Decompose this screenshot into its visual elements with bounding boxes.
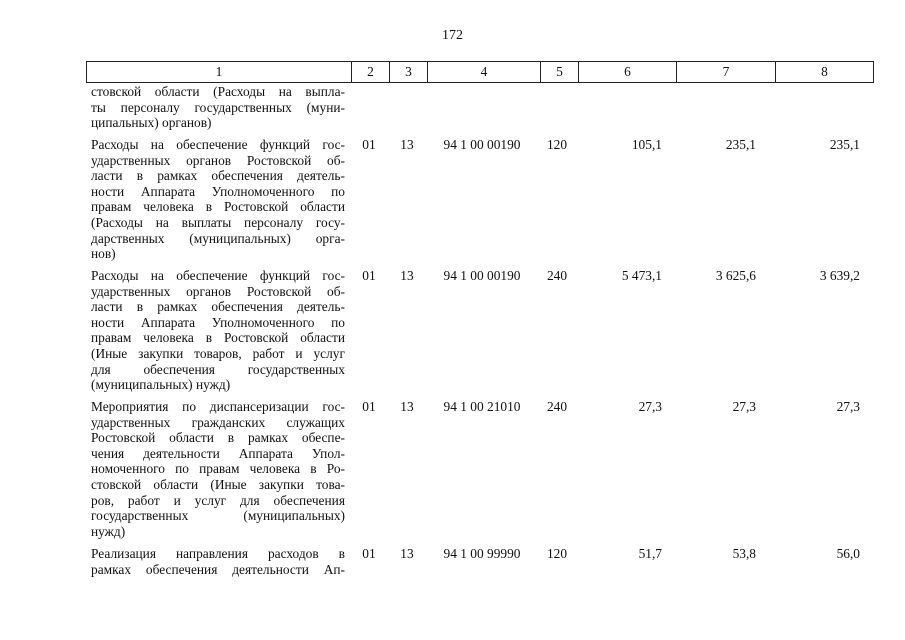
target-article-code: 94 1 00 99990 (443, 546, 521, 561)
description-line: (Иные закупки товаров, работ и услуг (91, 345, 345, 361)
target-article-code: 94 1 00 00190 (443, 137, 521, 152)
description-line: нужд) (91, 523, 126, 539)
subsection-code: 13 (400, 399, 414, 414)
row-description (91, 84, 345, 131)
header-col-7: 7 (677, 62, 776, 83)
header-col-1: 1 (87, 62, 352, 83)
description-line: Расходы на обеспечение функций гос- (91, 137, 345, 152)
description-line: рамках обеспечения деятельности Ап- (91, 561, 345, 577)
expense-type-code: 240 (546, 268, 568, 283)
row-description (91, 137, 345, 262)
section-code: 01 (362, 137, 376, 152)
expense-type-code: 120 (546, 137, 568, 152)
description-line: ласти в рамках обеспечения деятель- (91, 299, 345, 315)
header-row (87, 62, 874, 83)
section-code: 01 (362, 546, 376, 561)
amount-year-3: 235,1 (829, 137, 860, 152)
section-code: 01 (362, 399, 376, 414)
description-line: ности Аппарата Уполномоченного по (91, 183, 345, 199)
description-line: ров, работ и услуг для обеспечения (91, 492, 345, 508)
subsection-code: 13 (400, 268, 414, 283)
description-line: нов) (91, 246, 116, 262)
amount-year-2: 27,3 (732, 399, 756, 414)
description-line: ударственных органов Ростовской об- (91, 152, 345, 168)
description-line: дарственных (муниципальных) орга- (91, 230, 345, 246)
amount-year-1: 51,7 (638, 546, 662, 561)
row-description (91, 399, 345, 539)
description-line: (Расходы на выплаты персоналу госу- (91, 214, 345, 230)
page-number: 172 (442, 28, 463, 43)
section-code: 01 (362, 268, 376, 283)
description-line: ударственных органов Ростовской об- (91, 283, 345, 299)
description-line: государственных (муниципальных) (91, 508, 345, 524)
description-line: стовской области (Иные закупки това- (91, 476, 345, 492)
description-line: Реализация направления расходов в (91, 546, 345, 561)
amount-year-2: 53,8 (732, 546, 756, 561)
row-description (91, 546, 345, 577)
header-col-8: 8 (776, 62, 874, 83)
column-number-header (86, 61, 874, 83)
description-line: правам человека в Ростовской области (91, 330, 345, 346)
description-line: стовской области (Расходы на выпла- (91, 84, 345, 99)
expense-type-code: 120 (546, 546, 568, 561)
description-line: ципальных) органов) (91, 115, 212, 131)
description-line: ласти в рамках обеспечения деятель- (91, 168, 345, 184)
header-col-2: 2 (352, 62, 390, 83)
description-line: Расходы на обеспечение функций гос- (91, 268, 345, 283)
amount-year-1: 27,3 (638, 399, 662, 414)
description-line: правам человека в Ростовской области (91, 199, 345, 215)
description-line: (муниципальных) нужд) (91, 377, 231, 393)
amount-year-3: 3 639,2 (819, 268, 860, 283)
header-col-3: 3 (390, 62, 428, 83)
amount-year-1: 105,1 (631, 137, 662, 152)
description-line: Ростовской области в рамках обеспе- (91, 430, 345, 446)
row-description (91, 268, 345, 393)
description-line: ности Аппарата Уполномоченного по (91, 314, 345, 330)
header-col-6: 6 (579, 62, 677, 83)
subsection-code: 13 (400, 137, 414, 152)
description-line: чения деятельности Аппарата Упол- (91, 445, 345, 461)
amount-year-1: 5 473,1 (621, 268, 662, 283)
description-line: ты персоналу государственных (муни- (91, 99, 345, 115)
amount-year-2: 235,1 (725, 137, 756, 152)
amount-year-2: 3 625,6 (715, 268, 756, 283)
header-col-5: 5 (541, 62, 579, 83)
amount-year-3: 27,3 (836, 399, 860, 414)
target-article-code: 94 1 00 21010 (443, 399, 521, 414)
target-article-code: 94 1 00 00190 (443, 268, 521, 283)
description-line: Мероприятия по диспансеризации гос- (91, 399, 345, 414)
expense-type-code: 240 (546, 399, 568, 414)
amount-year-3: 56,0 (836, 546, 860, 561)
description-line: для обеспечения государственных (91, 361, 345, 377)
subsection-code: 13 (400, 546, 414, 561)
description-line: номоченного по правам человека в Ро- (91, 461, 345, 477)
header-col-4: 4 (428, 62, 541, 83)
description-line: ударственных гражданских служащих (91, 414, 345, 430)
